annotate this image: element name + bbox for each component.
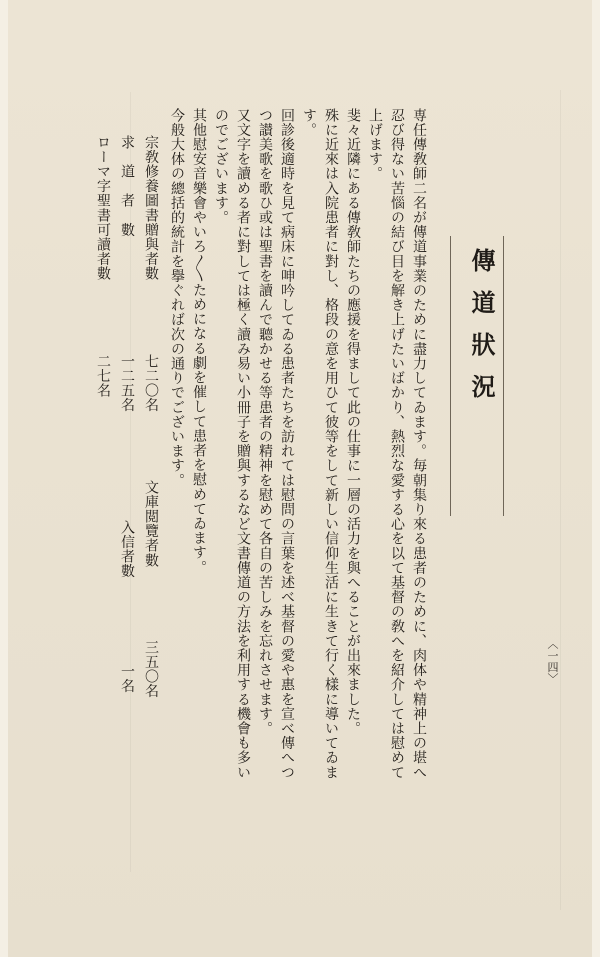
stat-label: 求 道 者 數 (119, 135, 135, 238)
bleed-through-line (560, 90, 561, 910)
body-line: 今般大体の總括的統計を擧ぐれば次の通りでございます。 (169, 108, 185, 488)
stat-label: 宗敎修養圖書贈與者數 (143, 135, 159, 281)
body-line: 回診後適時を見て病床に呻吟してゐる患者たちを訪れては慰問の言葉を述べ基督の愛や惠を宣べ傳へつ (279, 108, 295, 780)
body-line: 斐々近隣にある傳敎師たちの應援を得まして此の仕事に一層の活力を與へることが出來ました。 (345, 108, 361, 736)
body-line: 其他慰安音樂會やいろ〳〵ためになる劇を催して患者を慰めてゐます。 (191, 108, 207, 575)
stat-label: ローマ字聖書可讀者數 (95, 135, 111, 281)
body-line: のでございます。 (213, 108, 229, 225)
stat-label: 文庫閲覽者數 (143, 480, 159, 568)
body-line: 専任傳敎師二名が傳道事業のために盡力してゐます。毎朝集り來る患者のために、肉体や精神上の堪へ (411, 108, 427, 780)
body-line: 殊に近來は入院患者に對し、格段の意を用ひて彼等をして新しい信仰生活に生きて行く樣に導いてゐま (323, 108, 339, 780)
stat-value: 一二五名 (119, 354, 135, 413)
body-line: 上げます。 (367, 108, 383, 181)
page-right-margin (592, 0, 600, 957)
body-line: 忍び得ない苦惱の結び目を解き上げたいばかり、熱烈な愛する心を以て基督の敎へを紹介しては慰めて (389, 108, 405, 780)
section-title: 傳道狀況 (467, 248, 496, 416)
stat-value: 一名 (119, 664, 135, 694)
body-line: つ讃美歌を歌ひ或は聖書を讀んで聽かせる等患者の精神を慰めて各自の苦しみを忘れさせます。 (257, 108, 273, 736)
stat-value: 二七名 (95, 354, 111, 398)
page-left-margin (0, 0, 8, 957)
page-number: 〈一四〉 (546, 638, 559, 685)
stat-label: 入信者數 (119, 520, 135, 579)
body-line: す。 (301, 108, 317, 138)
body-line: 又文字を讀める者に對しては極く讀み易い小冊子を贈與するなど文書傳道の方法を利用する機會も多い (235, 108, 251, 780)
stat-value: 三五〇名 (143, 640, 159, 699)
stat-value: 七二〇名 (143, 354, 159, 413)
